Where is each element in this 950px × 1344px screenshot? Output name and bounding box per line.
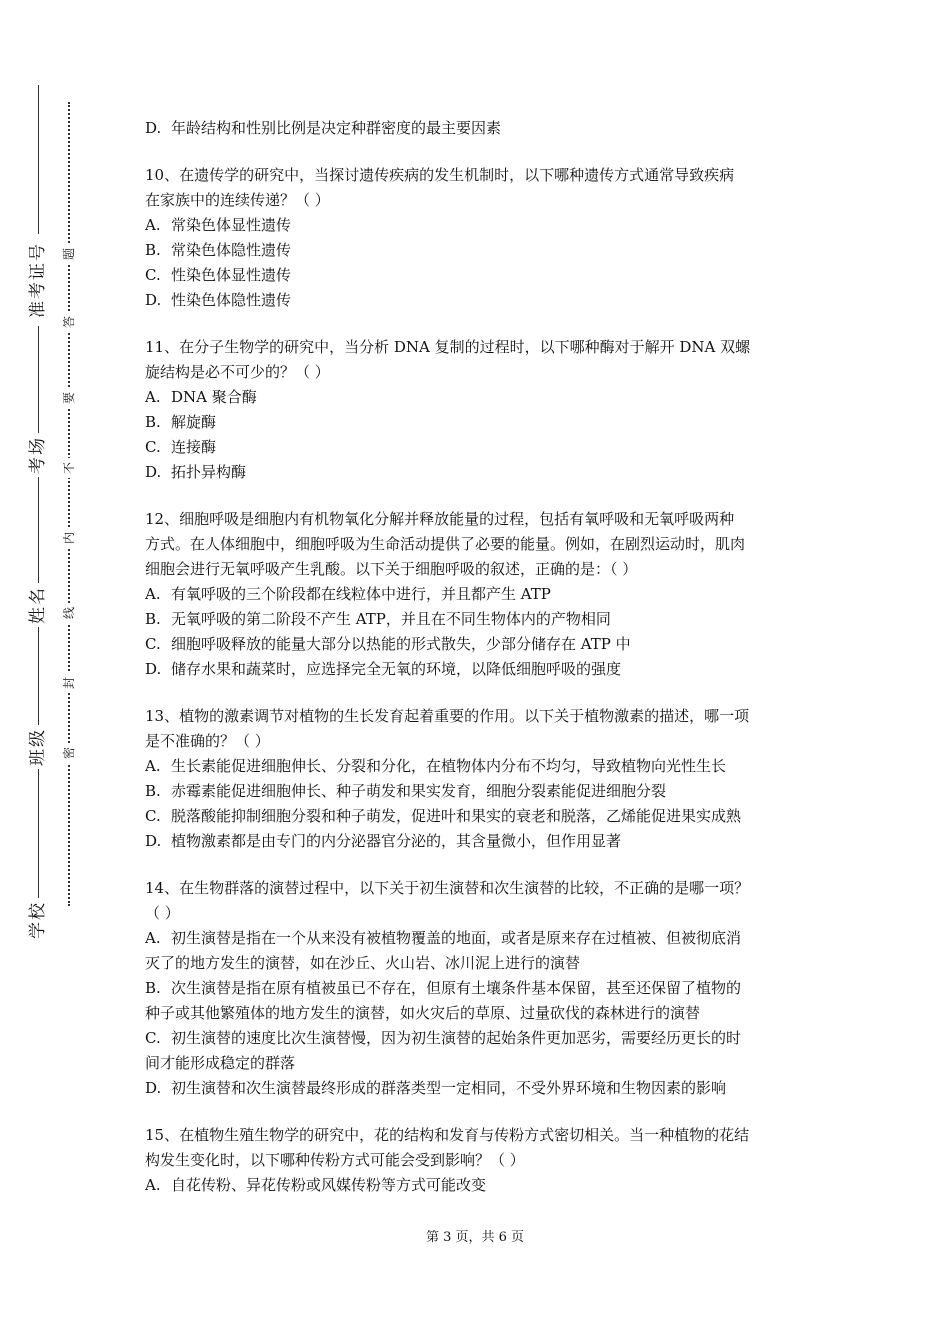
option-b: B. 常染色体隐性遗传	[145, 241, 292, 259]
option-a-continued: 灭了的地方发生的演替，如在沙丘、火山岩、冰川泥上进行的演替	[145, 954, 581, 972]
option-d: D. 初生演替和次生演替最终形成的群落类型一定相同，不受外界环境和生物因素的影响	[145, 1079, 727, 1097]
option-d: D. 植物激素都是由专门的内分泌器官分泌的，其含量微小，但作用显著	[145, 832, 622, 850]
page-number: 第 3 页，共 6 页	[425, 1230, 525, 1245]
option-b-continued: 种子或其他繁殖体的地方发生的演替，如火灾后的草原、过量砍伐的森林进行的演替	[145, 1004, 701, 1022]
option-a: A. 初生演替是指在一个从来没有被植物覆盖的地面，或者是原来存在过植被、但被彻底消	[145, 929, 742, 947]
seal-char-xian: 线	[61, 603, 77, 623]
question-12	[145, 507, 815, 682]
seal-char-da: 答	[61, 312, 77, 332]
option-b: B. 次生演替是指在原有植被虽已不存在，但原有土壤条件基本保留，甚至还保留了植物的	[145, 979, 742, 997]
option-b: B. 解旋酶	[145, 413, 217, 431]
binding-strip	[0, 0, 100, 1344]
question-10	[145, 163, 815, 313]
option-a: A. DNA 聚合酶	[145, 388, 257, 406]
option-d: D. 拓扑异构酶	[145, 463, 247, 481]
question-stem-line: 12、细胞呼吸是细胞内有机物氧化分解并释放能量的过程，包括有氧呼吸和无氧呼吸两种	[145, 510, 735, 528]
question-stem-line: 在家族中的连续传递？（ ）	[145, 191, 330, 209]
option-c: C. 脱落酸能抑制细胞分裂和种子萌发，促进叶和果实的衰老和脱落，乙烯能促进果实成熟	[145, 807, 742, 825]
option-c: C. 初生演替的速度比次生演替慢，因为初生演替的起始条件更加恶劣，需要经历更长的时	[145, 1029, 742, 1047]
option-c: C. 细胞呼吸释放的能量大部分以热能的形式散失，少部分储存在 ATP 中	[145, 635, 631, 653]
exam-room-label: 考场	[26, 433, 50, 477]
question-14	[145, 876, 815, 1101]
option-d: D. 性染色体隐性遗传	[145, 291, 292, 309]
question-stem-line: 15、在植物生殖生物学的研究中，花的结构和发育与传粉方式密切相关。当一种植物的花结	[145, 1126, 750, 1144]
option-b: B. 赤霉素能促进细胞伸长、种子萌发和果实发育，细胞分裂素能促进细胞分裂	[145, 782, 667, 800]
option-c-continued: 间才能形成稳定的群落	[145, 1054, 296, 1072]
student-name-label: 姓名	[26, 583, 50, 627]
seal-char-ti: 题	[61, 244, 77, 264]
exam-number-label: 准考证号	[26, 234, 50, 326]
seal-char-feng: 封	[61, 673, 77, 693]
question-9-tail	[145, 116, 815, 141]
question-11	[145, 335, 815, 485]
school-label: 学校	[26, 898, 50, 942]
option-c: C. 连接酶	[145, 438, 217, 456]
question-stem-line: 是不准确的？（ ）	[145, 732, 270, 750]
question-stem-line: 旋结构是必不可少的？（ ）	[145, 363, 330, 381]
option-d: D. 年龄结构和性别比例是决定种群密度的最主要因素	[145, 119, 502, 137]
option-a: A. 有氧呼吸的三个阶段都在线粒体中进行，并且都产生 ATP	[145, 585, 551, 603]
question-15	[145, 1123, 815, 1198]
seal-dotted-line	[68, 102, 70, 906]
option-c: C. 性染色体显性遗传	[145, 266, 292, 284]
question-stem-line: 构发生变化时，以下哪种传粉方式可能会受到影响？（ ）	[145, 1151, 525, 1169]
question-stem-line: 细胞会进行无氧呼吸产生乳酸。以下关于细胞呼吸的叙述，正确的是：（ ）	[145, 560, 638, 578]
seal-char-nei: 内	[61, 528, 77, 548]
class-label: 班级	[26, 725, 50, 769]
seal-char-yao: 要	[61, 388, 77, 408]
question-stem-line: 10、在遗传学的研究中，当探讨遗传疾病的发生机制时，以下哪种遗传方式通常导致疾病	[145, 166, 735, 184]
option-a: A. 自花传粉、异花传粉或风媒传粉等方式可能改变	[145, 1176, 487, 1194]
seal-char-mi: 密	[61, 743, 77, 763]
question-stem-line: 方式。在人体细胞中，细胞呼吸为生命活动提供了必要的能量。例如，在剧烈运动时，肌肉	[145, 535, 746, 553]
binding-solid-line	[38, 85, 39, 930]
question-stem-line: 13、植物的激素调节对植物的生长发育起着重要的作用。以下关于植物激素的描述，哪一项	[145, 707, 750, 725]
question-stem-line: 11、在分子生物学的研究中，当分析 DNA 复制的过程时，以下哪种酶对于解开 DNA 双螺	[145, 338, 751, 356]
question-stem-line: （ ）	[145, 904, 180, 922]
option-b: B. 无氧呼吸的第二阶段不产生 ATP，并且在不同生物体内的产物相同	[145, 610, 611, 628]
question-list	[145, 116, 815, 1220]
option-d: D. 储存水果和蔬菜时，应选择完全无氧的环境，以降低细胞呼吸的强度	[145, 660, 622, 678]
option-a: A. 生长素能促进细胞伸长、分裂和分化，在植物体内分布不均匀，导致植物向光性生长	[145, 757, 727, 775]
question-13	[145, 704, 815, 854]
option-a: A. 常染色体显性遗传	[145, 216, 292, 234]
question-stem-line: 14、在生物群落的演替过程中，以下关于初生演替和次生演替的比较，不正确的是哪一项？	[145, 879, 750, 897]
seal-char-bu: 不	[61, 458, 77, 478]
